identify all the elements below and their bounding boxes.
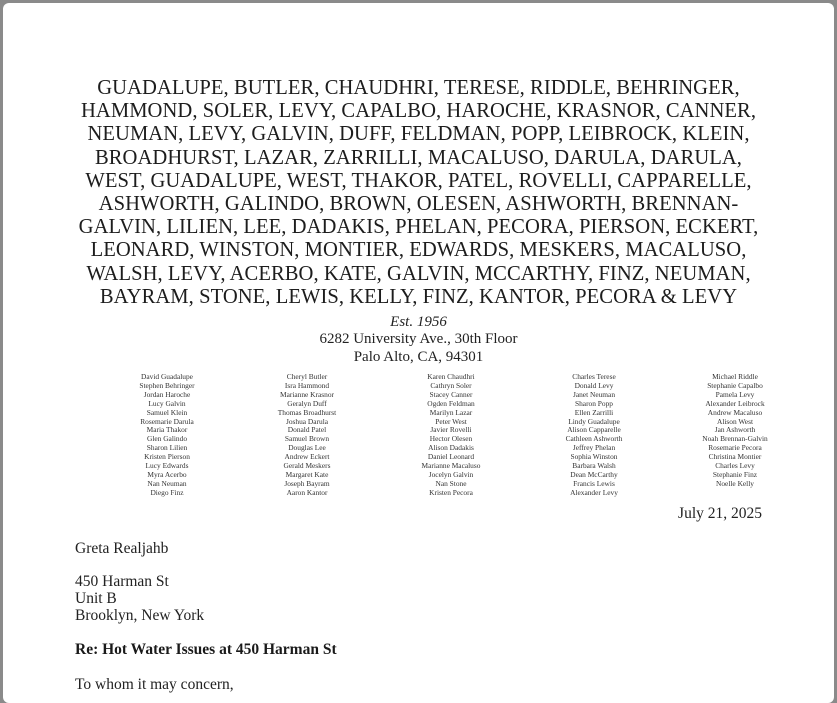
attorney-name: Sharon Lilien <box>146 443 188 453</box>
attorney-name: Kristen Pierson <box>144 452 190 462</box>
attorney-name: Jeffrey Phelan <box>572 443 616 453</box>
attorney-name: Charles Terese <box>572 372 616 381</box>
attorney-name: Jan Ashworth <box>714 425 756 435</box>
firm-name-line: BAYRAM, STONE, LEWIS, KELLY, FINZ, KANTOR, PECORA & LEVY <box>99 285 738 308</box>
attorney-name: Glen Galindo <box>146 434 188 444</box>
attorney-name: Stephen Behringer <box>139 380 195 390</box>
firm-address-line2: Palo Alto, CA, 94301 <box>353 349 484 365</box>
attorney-name: Rosemarie Darula <box>140 416 194 426</box>
attorney-name: Rosemarie Pecora <box>708 443 762 453</box>
firm-name-line: GUADALUPE, BUTLER, CHAUDHRI, TERESE, RIDDLE, BEHRINGER, <box>97 77 740 99</box>
attorney-column <box>97 373 237 498</box>
attorney-name: Lucy Edwards <box>145 461 189 471</box>
attorney-name: Nan Stone <box>435 478 467 488</box>
attorney-name: Cheryl Butler <box>286 372 328 381</box>
attorney-name: Stacey Canner <box>429 389 473 399</box>
salutation: To whom it may concern, <box>75 676 234 693</box>
attorney-name: Donald Patel <box>287 425 327 435</box>
attorney-name: Cathryn Soler <box>430 380 472 390</box>
attorney-name: Lucy Galvin <box>148 398 186 408</box>
attorney-name: Alison West <box>716 416 754 426</box>
attorney-column <box>381 373 521 498</box>
attorney-name: Ellen Zarrilli <box>574 407 614 417</box>
attorney-column <box>237 373 377 498</box>
attorney-name: Stephanie Capalbo <box>707 380 763 390</box>
attorney-name: Andrew Macaluso <box>707 407 763 417</box>
attorney-name: Charles Levy <box>715 461 755 471</box>
recipient-name: Greta Realjahb <box>75 540 169 557</box>
recipient-unit: Unit B <box>75 590 117 607</box>
attorney-name: Joshua Darula <box>285 416 329 426</box>
recipient-street: 450 Harman St <box>75 573 169 590</box>
firm-name-line: HAMMOND, SOLER, LEVY, CAPALBO, HAROCHE, KRASNOR, CANNER, <box>80 100 757 123</box>
attorney-name: Javier Rovelli <box>430 425 472 435</box>
attorney-name: Diego Finz <box>150 487 184 497</box>
attorney-name: Marianne Macaluso <box>421 461 481 471</box>
recipient-city: Brooklyn, New York <box>75 607 205 624</box>
attorney-name: Karen Chaudhri <box>427 372 475 381</box>
firm-name-line: WALSH, LEVY, ACERBO, KATE, GALVIN, MCCARTHY, FINZ, NEUMAN, <box>86 262 751 285</box>
attorney-name: Stephanie Finz <box>712 469 758 479</box>
attorney-name: Michael Riddle <box>712 372 758 381</box>
attorney-name: Isra Hammond <box>284 380 330 390</box>
attorney-name: Noelle Kelly <box>716 478 754 488</box>
attorney-name: Margaret Kate <box>285 469 329 479</box>
attorney-name: Francis Lewis <box>573 478 615 488</box>
attorney-name: Andrew Eckert <box>284 452 330 462</box>
attorney-column <box>524 373 664 498</box>
attorney-name: Maria Thakor <box>146 425 188 435</box>
attorney-name: Kristen Pecora <box>429 487 473 497</box>
letter-date: July 21, 2025 <box>678 505 762 522</box>
attorney-name: Douglas Lee <box>288 443 326 453</box>
attorney-name: Pamela Levy <box>715 389 755 399</box>
attorney-name: Alison Capparelle <box>567 425 621 435</box>
firm-name-line: ASHWORTH, GALINDO, BROWN, OLESEN, ASHWORTH, BRENNAN- <box>98 193 739 216</box>
attorney-name: Christina Montier <box>708 452 762 462</box>
attorney-name: Noah Brennan-Galvin <box>702 434 768 444</box>
firm-name-line: BROADHURST, LAZAR, ZARRILLI, MACALUSO, DARULA, DARULA, <box>94 146 743 169</box>
attorney-name: Barbara Walsh <box>572 461 616 471</box>
attorney-name: Alison Dadakis <box>428 443 474 453</box>
attorney-name: Sharon Popp <box>575 398 613 408</box>
attorney-name: Jordan Haroche <box>143 389 191 399</box>
attorney-name: Alexander Levy <box>570 487 618 497</box>
attorney-name: Myra Acerbo <box>147 469 187 479</box>
attorney-name: Samuel Klein <box>146 407 188 417</box>
attorney-name: Aaron Kantor <box>286 487 328 497</box>
attorney-name: Daniel Leonard <box>427 452 475 462</box>
firm-name <box>3 77 834 309</box>
attorney-name: Hector Olesen <box>429 434 473 444</box>
attorney-name: Jocelyn Galvin <box>428 469 474 479</box>
attorney-name: Sophia Winston <box>570 452 618 462</box>
firm-name-line: GALVIN, LILIEN, LEE, DADAKIS, PHELAN, PECORA, PIERSON, ECKERT, <box>78 216 759 239</box>
attorney-name: Ogden Feldman <box>427 398 475 408</box>
attorney-name: Peter West <box>435 416 467 426</box>
attorney-name: Cathleen Ashworth <box>565 434 623 444</box>
firm-name-line: WEST, GUADALUPE, WEST, THAKOR, PATEL, ROVELLI, CAPPARELLE, <box>85 169 752 192</box>
attorney-name: Janet Neuman <box>572 389 616 399</box>
subject-line: Re: Hot Water Issues at 450 Harman St <box>75 641 337 658</box>
attorney-name: Thomas Broadhurst <box>277 407 337 417</box>
attorney-name: Alexander Leibrock <box>705 398 765 408</box>
attorney-name: David Guadalupe <box>141 372 193 381</box>
attorney-name: Dean McCarthy <box>570 469 618 479</box>
firm-address-line1: 6282 University Ave., 30th Floor <box>319 331 518 347</box>
attorney-name: Nan Neuman <box>147 478 187 488</box>
attorney-name: Marianne Krasnor <box>280 389 334 399</box>
attorney-name: Geralyn Duff <box>287 398 327 408</box>
attorney-name: Lindy Guadalupe <box>568 416 620 426</box>
attorney-name: Joseph Bayram <box>284 478 330 488</box>
firm-name-line: NEUMAN, LEVY, GALVIN, DUFF, FELDMAN, POPP, LEIBROCK, KLEIN, <box>87 123 750 146</box>
letter-page <box>3 3 834 703</box>
attorney-name: Marilyn Lazar <box>429 407 473 417</box>
attorney-name: Donald Levy <box>574 380 614 390</box>
attorney-name: Samuel Brown <box>284 434 330 444</box>
attorney-column <box>665 373 805 489</box>
firm-name-line: LEONARD, WINSTON, MONTIER, EDWARDS, MESKERS, MACALUSO, <box>90 239 747 262</box>
attorney-name: Gerald Meskers <box>283 461 331 471</box>
established-year: Est. 1956 <box>390 314 447 330</box>
